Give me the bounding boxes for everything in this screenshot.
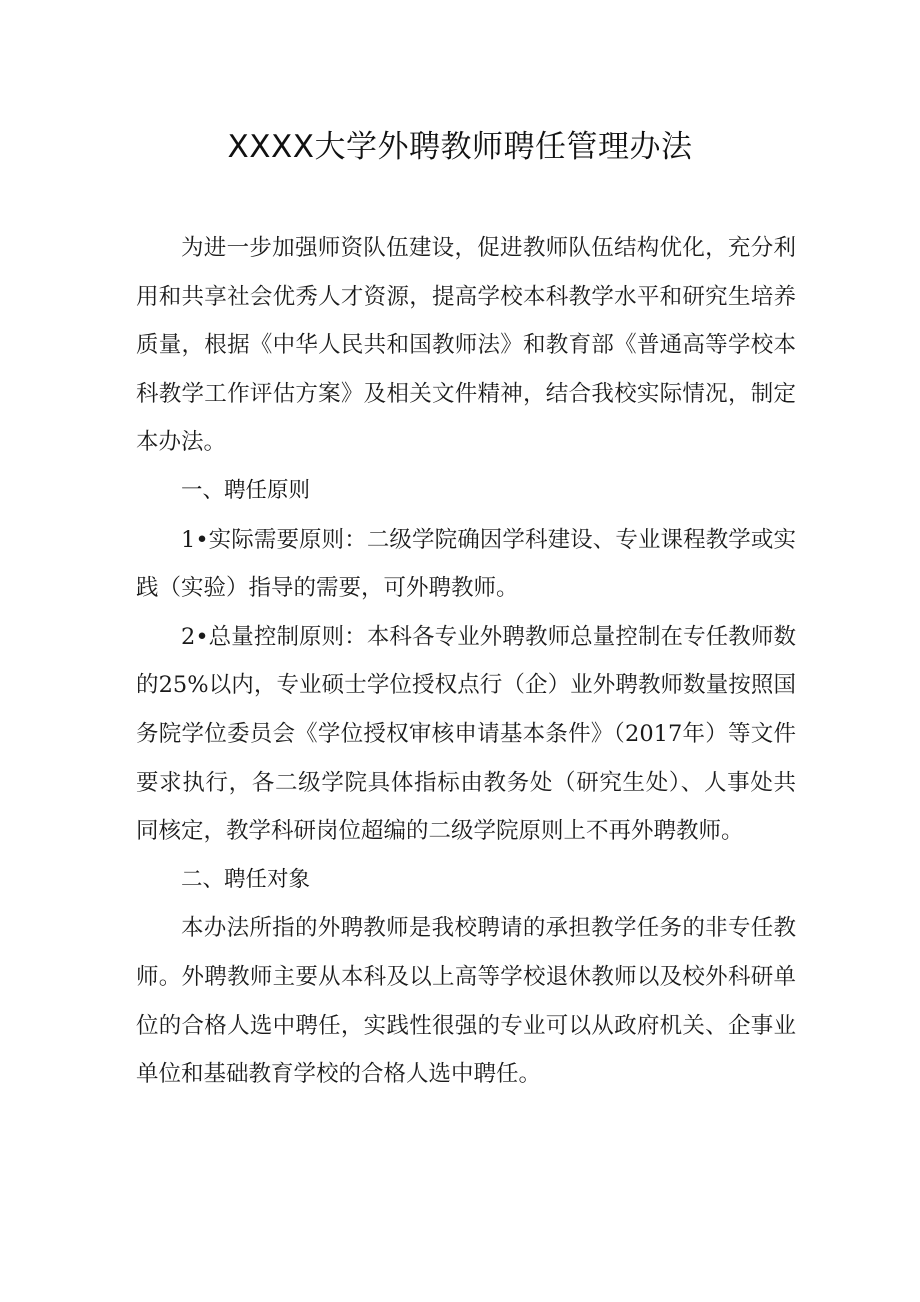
principle-item-2: 2•总量控制原则：本科各专业外聘教师总量控制在专任教师数的25%以内，专业硕士学位授权点行（企）业外聘教师数量按照国务院学位委员会《学位授权审核申请基本条件》（2017年）等文件要求执行，各二级学院具体指标由教务处（研究生处）、人事处共同核定，教学科研岗位超编的二级学院原则上不再外聘教师。 <box>136 623 796 845</box>
document-body <box>136 224 796 1099</box>
targets-paragraph: 本办法所指的外聘教师是我校聘请的承担教学任务的非专任教师。外聘教师主要从本科及以上高等学校退休教师以及校外科研单位的合格人选中聘任，实践性很强的专业可以从政府机关、企事业单位和基础教育学校的合格人选中聘任。 <box>136 915 796 1088</box>
section-heading-targets: 二、聘任对象 <box>181 866 311 892</box>
principle-item-1: 1•实际需要原则：二级学院确因学科建设、专业课程教学或实践（实验）指导的需要，可外聘教师。 <box>136 526 796 602</box>
section-heading-principles: 一、聘任原则 <box>181 477 311 503</box>
document-title: XXXX大学外聘教师聘任管理办法 <box>227 129 693 165</box>
intro-paragraph: 为进一步加强师资队伍建设，促进教师队伍结构优化，充分利用和共享社会优秀人才资源，提高学校本科教学水平和研究生培养质量，根据《中华人民共和国教师法》和教育部《普通高等学校本科教学工作评估方案》及相关文件精神，结合我校实际情况，制定本办法。 <box>136 235 796 456</box>
